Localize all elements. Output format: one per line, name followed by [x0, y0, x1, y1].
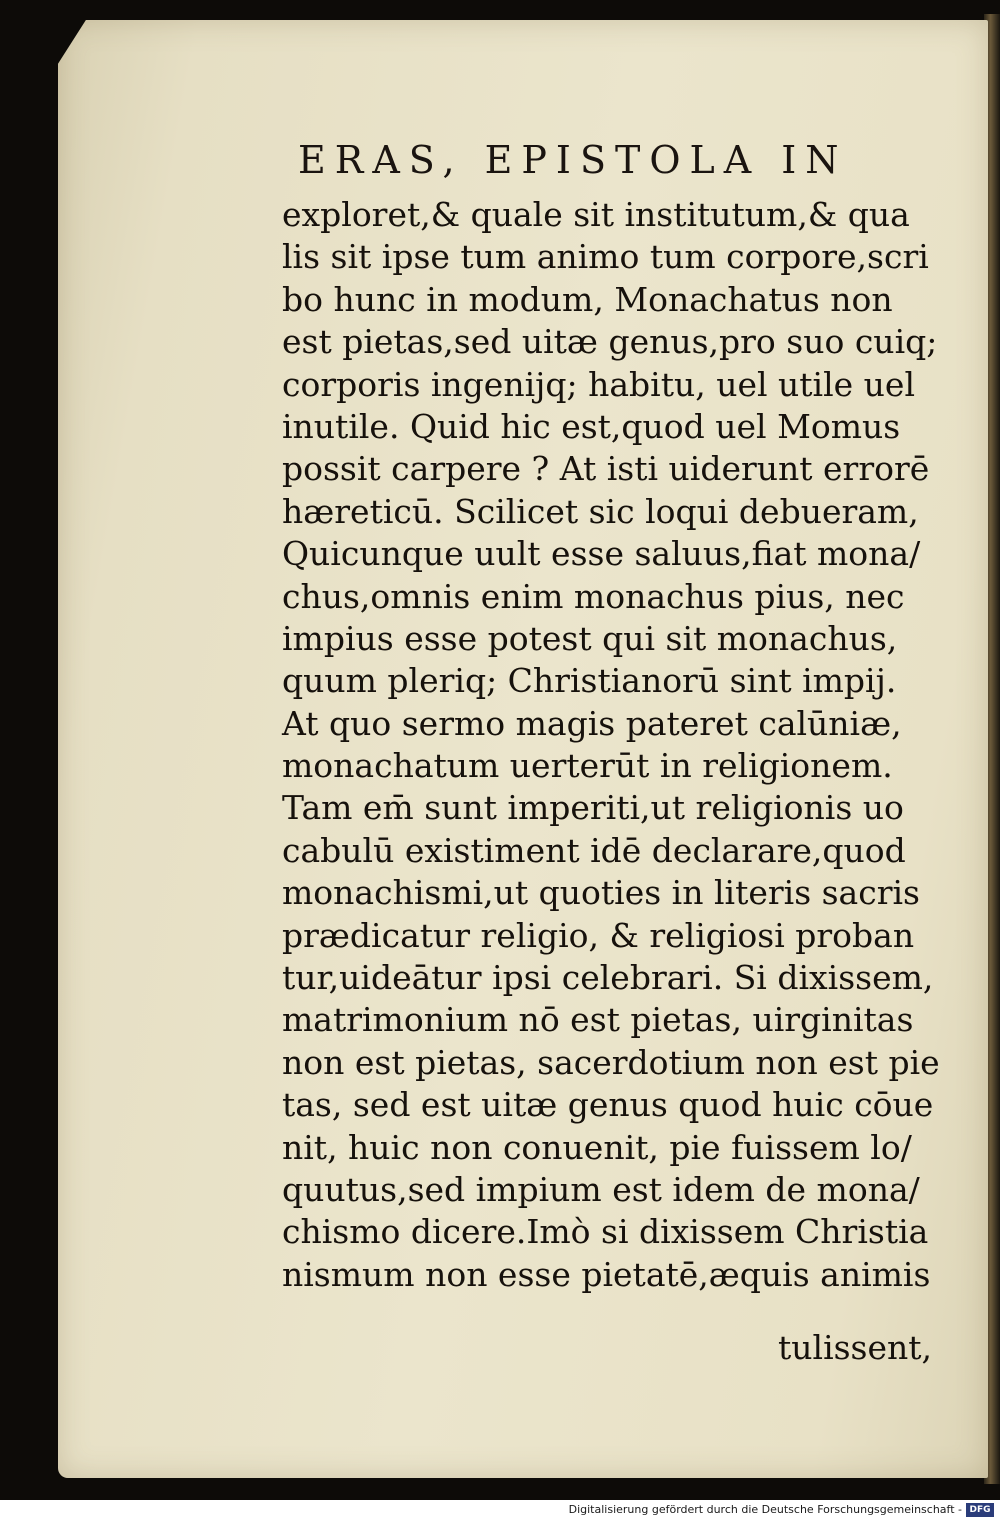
- text-line: non est pietas, sacerdotium non est pie: [282, 1042, 940, 1082]
- footer-credit: Digitalisierung gefördert durch die Deutsche Forschungsgemeinschaft -: [568, 1503, 962, 1516]
- text-line: tas, sed est uitæ genus quod huic cōue: [282, 1085, 934, 1125]
- text-line: nit, huic non conuenit, pie fuissem lo/: [282, 1127, 912, 1167]
- running-head: ERAS, EPISTOLA IN: [298, 138, 848, 182]
- text-line: corporis ingenijq; habitu, uel utile uel: [282, 364, 916, 404]
- text-line: lis sit ipse tum animo tum corpore,scri: [282, 237, 929, 277]
- text-line: hæreticū. Scilicet sic loqui debueram,: [282, 491, 919, 531]
- text-line: bo hunc in modum, Monachatus non: [282, 279, 893, 319]
- text-line: prædicatur religio, & religiosi proban: [282, 915, 915, 955]
- text-line: cabulū existiment idē declarare,quod: [282, 830, 906, 870]
- text-block: [282, 194, 942, 1296]
- catchword: tulissent,: [778, 1328, 933, 1367]
- text-line: quum pleriq; Christianorū sint impij.: [282, 661, 897, 701]
- text-line: Quicunque uult esse saluus,fiat mona/: [282, 534, 921, 574]
- text-line: tur,uideātur ipsi celebrari. Si dixissem,: [282, 958, 934, 998]
- text-line: nismum non esse pietatē,æquis animis: [282, 1254, 931, 1294]
- dfg-logo: DFG: [966, 1503, 994, 1517]
- text-line: impius esse potest qui sit monachus,: [282, 618, 898, 658]
- text-line: exploret,& quale sit institutum,& qua: [282, 195, 910, 234]
- text-line: chus,omnis enim monachus pius, nec: [282, 576, 905, 616]
- text-line: monachatum uerterūt in religionem.: [282, 746, 893, 786]
- text-line: possit carpere ? At isti uiderunt errorē: [282, 449, 930, 489]
- text-line: chismo dicere.Imò si dixissem Christia: [282, 1212, 929, 1252]
- text-line: matrimonium nō est pietas, uirginitas: [282, 1000, 914, 1040]
- text-line: est pietas,sed uitæ genus,pro suo cuiq;: [282, 322, 938, 362]
- text-line: quutus,sed impium est idem de mona/: [282, 1169, 920, 1209]
- text-line: Tam em̄ sunt imperiti,ut religionis uo: [282, 788, 904, 828]
- text-line: inutile. Quid hic est,quod uel Momus: [282, 406, 901, 446]
- footer-bar: [0, 1500, 1000, 1520]
- text-line: monachismi,ut quoties in literis sacris: [282, 873, 920, 913]
- text-line: At quo sermo magis pateret calūniæ,: [282, 703, 902, 743]
